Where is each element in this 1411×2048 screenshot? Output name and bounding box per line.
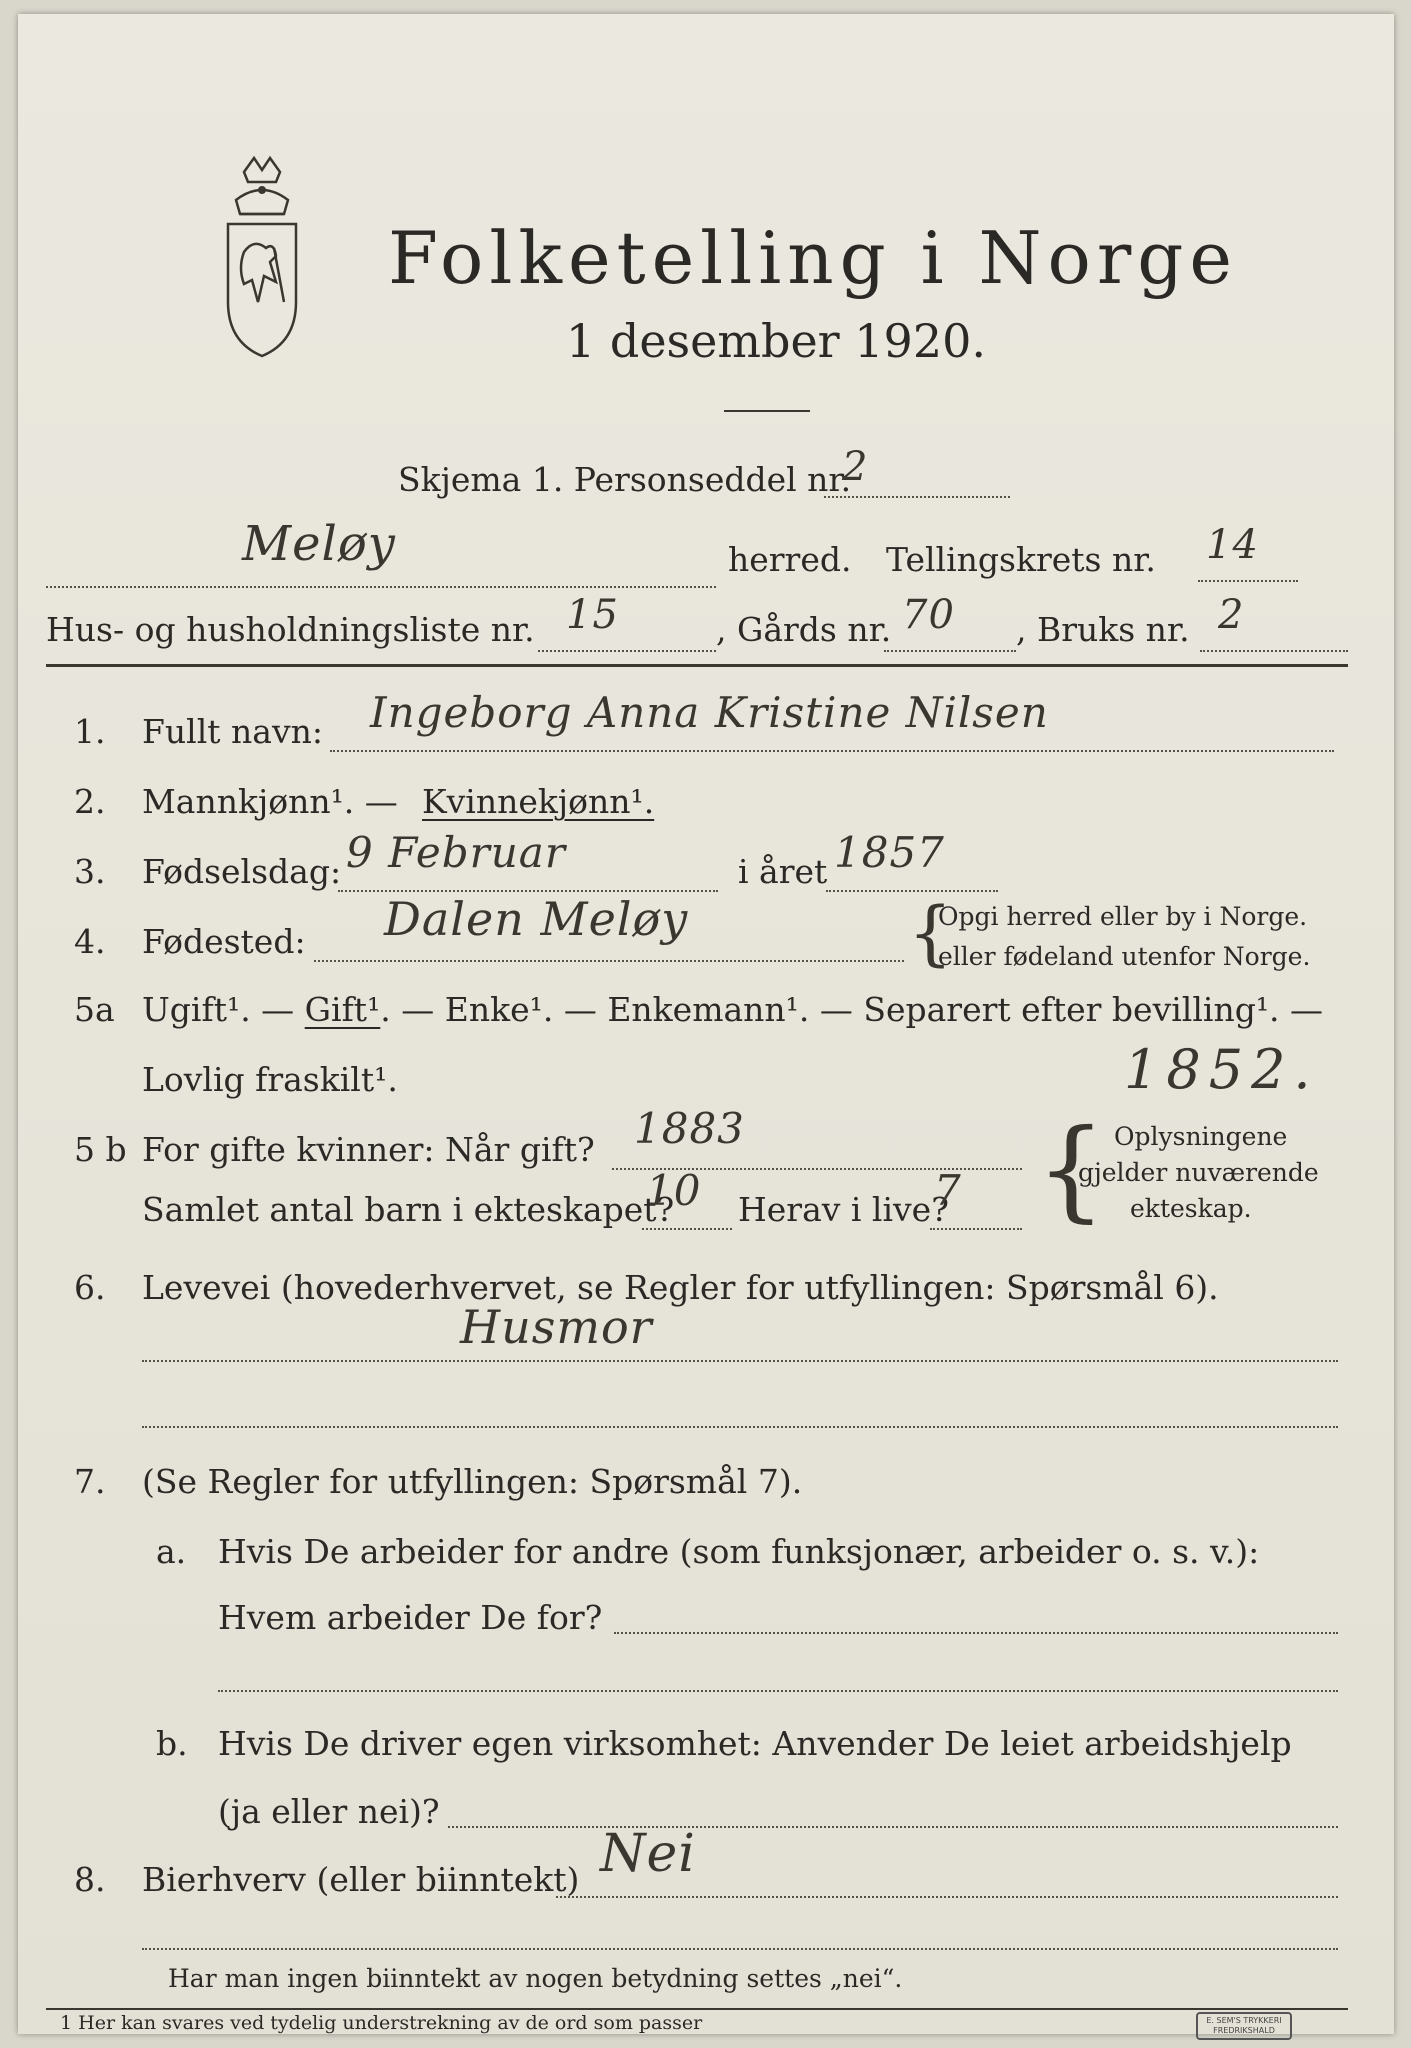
q2-female-option[interactable]: Kvinnekjønn¹. bbox=[422, 782, 655, 821]
q4-note-1: Opgi herred eller by i Norge. bbox=[938, 902, 1308, 931]
gards-field[interactable] bbox=[884, 592, 1016, 652]
herred-value: Meløy bbox=[242, 516, 396, 572]
schema-value: 2 bbox=[842, 444, 869, 490]
q5a-number: 5a bbox=[74, 990, 115, 1029]
q7b-question: (ja eller nei)? bbox=[218, 1792, 440, 1831]
occupation-field[interactable] bbox=[142, 1300, 1338, 1362]
side-income-value: Nei bbox=[600, 1824, 696, 1884]
schema-label: Skjema 1. Personseddel nr. bbox=[398, 460, 852, 499]
q7b-letter: b. bbox=[156, 1724, 188, 1763]
birth-year-value: 1857 bbox=[834, 828, 945, 877]
hired-help-field[interactable] bbox=[448, 1786, 1338, 1828]
married-year-value: 1883 bbox=[634, 1104, 745, 1153]
tellingskrets-value: 14 bbox=[1206, 522, 1259, 568]
birthday-field[interactable] bbox=[338, 828, 718, 892]
birthday-value: 9 Februar bbox=[346, 828, 566, 877]
q5b-label: For gifte kvinner: Når gift? bbox=[142, 1130, 595, 1169]
q2-number: 2. bbox=[74, 782, 106, 821]
q8-number: 8. bbox=[74, 1860, 106, 1899]
q8-label: Bierhverv (eller biinntekt) bbox=[142, 1860, 580, 1899]
printer-stamp bbox=[1196, 2012, 1292, 2040]
birthplace-value: Dalen Meløy bbox=[384, 892, 689, 946]
q7-number: 7. bbox=[74, 1462, 106, 1501]
employer-field-2[interactable] bbox=[218, 1654, 1338, 1692]
q7a-letter: a. bbox=[156, 1532, 187, 1571]
footer-note: Har man ingen biinntekt av nogen betydning settes „nei“. bbox=[168, 1964, 903, 1993]
marital-status-options bbox=[142, 990, 1323, 1029]
birth-year-field[interactable] bbox=[826, 828, 998, 892]
gards-value: 70 bbox=[902, 592, 955, 638]
q7a-text: Hvis De arbeider for andre (som funksjonær, arbeider o. s. v.): bbox=[218, 1532, 1260, 1571]
coat-of-arms-icon bbox=[214, 152, 310, 362]
q7b-text: Hvis De driver egen virksomhet: Anvender De leiet arbeidshjelp bbox=[218, 1724, 1292, 1763]
bruks-label: , Bruks nr. bbox=[1016, 610, 1190, 649]
occupation-field-2[interactable] bbox=[142, 1390, 1338, 1428]
printer-name: E. SEM'S TRYKKERI bbox=[1206, 2016, 1282, 2025]
printer-city: FREDRIKSHALD bbox=[1213, 2026, 1275, 2035]
q7-label: (Se Regler for utfyllingen: Spørsmål 7). bbox=[142, 1462, 803, 1501]
q5b-note-3: ekteskap. bbox=[1130, 1194, 1252, 1223]
hus-label: Hus- og husholdningsliste nr. bbox=[46, 610, 535, 649]
q3-number: 3. bbox=[74, 852, 106, 891]
side-income-field[interactable] bbox=[556, 1824, 1338, 1898]
other-marital-options[interactable]: . — Enke¹. — Enkemann¹. — Separert efter bevilling¹. — bbox=[380, 990, 1324, 1029]
bruks-field[interactable] bbox=[1200, 592, 1348, 652]
q1-number: 1. bbox=[74, 712, 106, 751]
alive-label: Herav i live? bbox=[738, 1190, 949, 1229]
q1-label: Fullt navn: bbox=[142, 712, 323, 751]
q7a-question: Hvem arbeider De for? bbox=[218, 1598, 603, 1637]
form-title: Folketelling i Norge bbox=[388, 216, 1238, 300]
q4-note-2: eller fødeland utenfor Norge. bbox=[938, 942, 1311, 971]
employer-field[interactable] bbox=[614, 1592, 1338, 1634]
hus-value: 15 bbox=[566, 592, 619, 638]
q4-label: Fødested: bbox=[142, 922, 306, 961]
q3-year-label: i året bbox=[738, 852, 828, 891]
census-form bbox=[18, 14, 1394, 2034]
q6-label: Levevei (hovederhvervet, se Regler for utfyllingen: Spørsmål 6). bbox=[142, 1268, 1219, 1307]
q5b-number: 5 b bbox=[74, 1130, 127, 1169]
footnote: 1 Her kan svares ved tydelig understrekning av de ord som passer bbox=[60, 2012, 703, 2034]
side-income-field-2[interactable] bbox=[142, 1914, 1338, 1950]
ugift-option[interactable]: Ugift¹. — bbox=[142, 990, 305, 1029]
q4-brace: { bbox=[908, 892, 953, 974]
children-field[interactable] bbox=[642, 1166, 732, 1230]
q5b-note-2: gjelder nuværende bbox=[1078, 1158, 1319, 1187]
occupation-value: Husmor bbox=[460, 1300, 653, 1354]
q6-number: 6. bbox=[74, 1268, 106, 1307]
tellingskrets-label: Tellingskrets nr. bbox=[886, 540, 1156, 579]
hus-field[interactable] bbox=[538, 592, 716, 652]
alive-value: 7 bbox=[934, 1166, 962, 1215]
schema-field[interactable] bbox=[824, 444, 1010, 498]
herred-field[interactable] bbox=[46, 516, 716, 588]
footer-divider bbox=[46, 2008, 1348, 2010]
gards-label: , Gårds nr. bbox=[716, 610, 892, 649]
herred-label: herred. bbox=[728, 540, 852, 579]
margin-note: 1852. bbox=[1124, 1038, 1319, 1101]
alive-field[interactable] bbox=[930, 1166, 1022, 1230]
full-name-value: Ingeborg Anna Kristine Nilsen bbox=[370, 688, 1049, 737]
census-date: 1 desember 1920. bbox=[566, 314, 986, 368]
gift-option[interactable]: Gift¹ bbox=[304, 990, 381, 1029]
q3-label: Fødselsdag: bbox=[142, 852, 342, 891]
married-year-field[interactable] bbox=[612, 1104, 1022, 1170]
q2-male-option[interactable]: Mannkjønn¹. — bbox=[142, 782, 398, 821]
title-divider bbox=[724, 410, 810, 412]
children-value: 10 bbox=[646, 1166, 702, 1215]
q5b-note-1: Oplysningene bbox=[1114, 1122, 1288, 1151]
q5b-brace: { bbox=[1036, 1105, 1106, 1233]
q4-number: 4. bbox=[74, 922, 106, 961]
children-label: Samlet antal barn i ekteskapet? bbox=[142, 1190, 675, 1229]
birthplace-field[interactable] bbox=[314, 892, 904, 962]
bruks-value: 2 bbox=[1218, 592, 1245, 638]
q5a-line-2[interactable]: Lovlig fraskilt¹. bbox=[142, 1060, 398, 1099]
q1-field[interactable] bbox=[330, 688, 1334, 752]
header-divider bbox=[46, 664, 1348, 667]
tellingskrets-field[interactable] bbox=[1198, 522, 1298, 582]
